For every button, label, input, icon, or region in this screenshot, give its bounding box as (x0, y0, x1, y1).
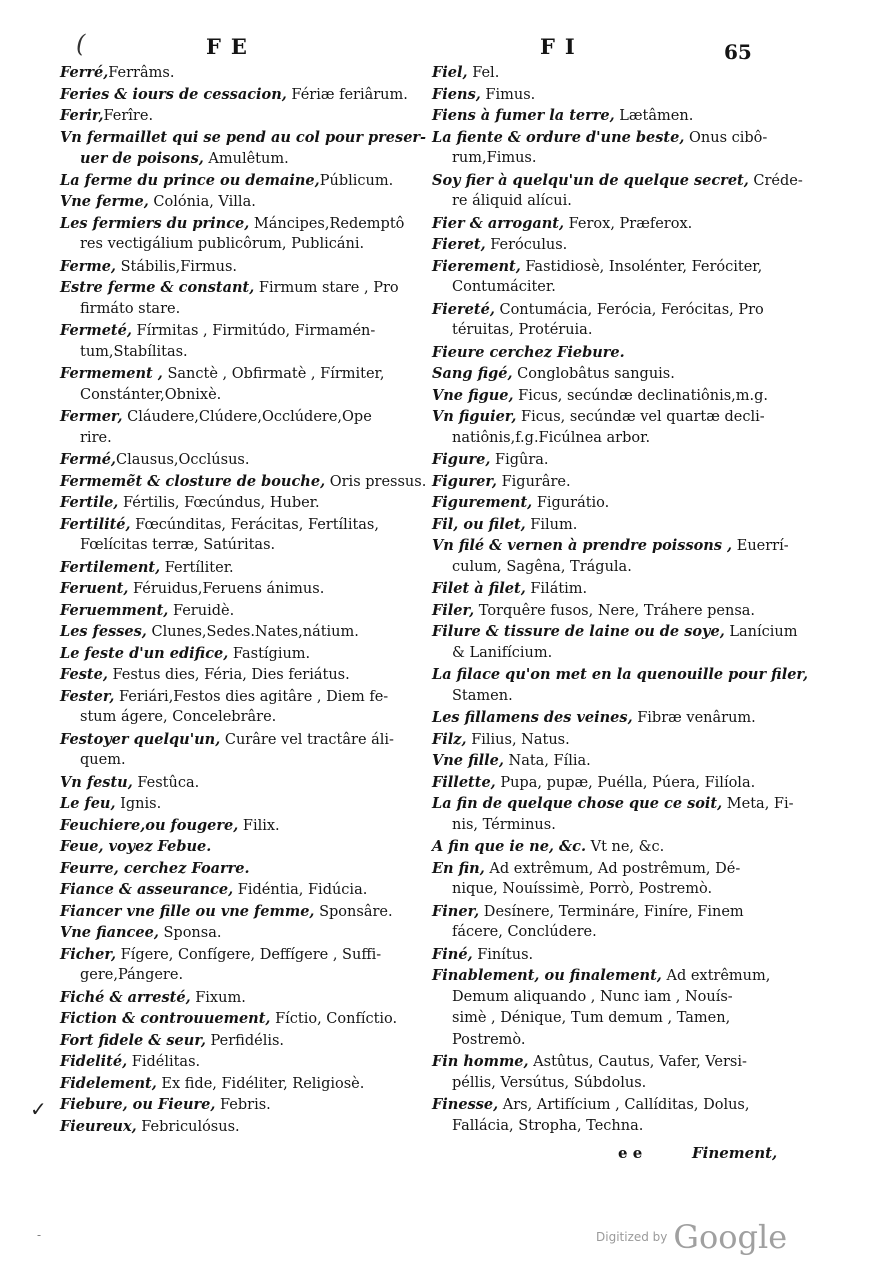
headword: Feurre, cerchez Foarre. (60, 859, 250, 877)
latin-gloss: Filum. (525, 516, 578, 533)
headword: Vn festu, (60, 773, 133, 791)
headword: Fester, (60, 687, 115, 705)
entry-line (432, 1030, 770, 1052)
headword: Vne fille, (432, 752, 504, 769)
entry-line (60, 514, 410, 536)
entry-line (432, 385, 770, 407)
headword: Feruemment, (60, 601, 169, 619)
headword: Le feu, (60, 795, 116, 812)
latin-gloss: Amulêtum. (203, 151, 289, 167)
latin-gloss: Feróculus. (485, 237, 568, 253)
headword: Fil, ou filet, (432, 515, 526, 533)
running-header-right: FI (540, 34, 585, 59)
entry-line (432, 578, 770, 600)
entry-line (432, 643, 770, 665)
latin-gloss: Cláudere,Clúdere,Occlúdere,Ope (122, 409, 372, 425)
headword: Fiebure, ou Fieure, (60, 1096, 216, 1113)
latin-gloss: res vectigálium publicôrum, Publicáni. (80, 236, 365, 252)
latin-gloss: gere,Pángere. (80, 967, 184, 983)
latin-gloss: Fœcúnditas, Ferácitas, Fertílitas, (130, 516, 379, 533)
latin-gloss: Stábilis,Firmus. (115, 258, 238, 275)
entry-line (60, 449, 410, 471)
latin-gloss: re áliquid alícui. (452, 193, 572, 209)
headword: Finablement, ou finalement, (432, 967, 662, 984)
entry-line (60, 858, 410, 880)
entry-line (60, 62, 410, 84)
right-column (432, 62, 809, 1137)
entry-line (432, 1116, 770, 1138)
entry-line (432, 535, 789, 557)
latin-gloss: Nata, Fília. (503, 753, 591, 769)
latin-gloss: Firmum stare , Pro (254, 280, 399, 296)
latin-gloss: Filátim. (525, 581, 588, 597)
headword: Fermeté, (60, 322, 132, 339)
latin-gloss: Constánter,Obnixè. (80, 386, 222, 403)
entry-line (432, 191, 770, 213)
entry-line (60, 965, 410, 987)
latin-gloss: Ad extrêmum, (661, 968, 771, 984)
entry-line (432, 471, 770, 493)
entry-line (60, 1073, 410, 1095)
latin-gloss: Figurâre. (496, 473, 571, 490)
headword: Les fermiers du prince, (60, 214, 250, 232)
left-column (60, 62, 427, 1137)
entry-line (432, 170, 803, 192)
entry-line (432, 256, 770, 278)
entry-line (432, 729, 770, 751)
entry-line (432, 557, 770, 579)
latin-gloss: Perfidélis. (205, 1032, 285, 1049)
headword: Figure, (432, 451, 491, 468)
headword: Feries & iours de cessacion, (60, 85, 287, 103)
headword: Fidelement, (60, 1074, 157, 1092)
entry-line (60, 342, 410, 364)
latin-gloss: fácere, Conclúdere. (452, 924, 597, 940)
entry-line (60, 234, 410, 256)
entry-line (60, 170, 410, 192)
latin-gloss: Desínere, Termináre, Finíre, Finem (479, 903, 744, 920)
headword: Vne ferme, (60, 193, 149, 210)
latin-gloss: tum,Stabílitas. (80, 343, 188, 360)
entry-line (60, 815, 410, 837)
entry-line (432, 772, 770, 794)
latin-gloss: Sponsâre. (314, 903, 393, 920)
catchword: Finement, (692, 1144, 778, 1162)
entry-line (432, 944, 770, 966)
latin-gloss: téruitas, Protéruia. (452, 322, 593, 338)
latin-gloss: firmáto stare. (80, 300, 181, 317)
latin-gloss: Meta, Fi- (722, 796, 794, 812)
headword: Sang figé, (432, 365, 513, 382)
latin-gloss: Feruidè. (168, 602, 235, 619)
entry-line (60, 256, 410, 278)
latin-gloss: Ad extrêmum, Ad postrêmum, Dé- (484, 860, 741, 877)
entry-line (60, 1030, 410, 1052)
latin-gloss: Stamen. (452, 687, 513, 704)
latin-gloss: Fidélitas. (127, 1054, 201, 1070)
entry-line (60, 84, 410, 106)
headword: Fin homme, (432, 1053, 529, 1070)
latin-gloss: Conglobâtus sanguis. (512, 366, 675, 382)
latin-gloss: Postremò. (452, 1031, 526, 1048)
headword: La ferme du prince ou demaine, (60, 171, 320, 189)
headword: Fiereté, (432, 300, 495, 318)
entry-line (432, 793, 794, 815)
entry-line (432, 836, 770, 858)
latin-gloss: Fertíliter. (160, 559, 234, 576)
entry-line (60, 471, 427, 493)
latin-gloss: Fixum. (190, 989, 246, 1006)
latin-gloss: simè , Dénique, Tum demum , Tamen, (452, 1010, 731, 1026)
entry-line (60, 191, 410, 213)
latin-gloss: Filix. (238, 817, 280, 834)
headword: Fiché & arresté, (60, 988, 191, 1006)
entry-line (432, 514, 770, 536)
headword: Fort fidele & seur, (60, 1031, 206, 1049)
latin-gloss: Pupa, pupæ, Puélla, Púera, Filíola. (495, 774, 756, 791)
entry-line (60, 944, 410, 966)
headword: Fidelité, (60, 1053, 128, 1070)
headword: Filz, (432, 730, 467, 748)
headword: Soy fier à quelqu'un de quelque secret, (432, 171, 749, 189)
entry-line (60, 643, 410, 665)
headword: Festoyer quelqu'un, (60, 730, 221, 748)
latin-gloss: Vt ne, &c. (586, 839, 665, 855)
headword: Figurement, (432, 494, 533, 511)
headword: Finer, (432, 902, 480, 920)
entry-line (60, 492, 410, 514)
headword: Fermé, (60, 451, 116, 468)
entry-line (432, 277, 770, 299)
entry-line (432, 621, 798, 643)
headword: Fierement, (432, 257, 521, 275)
latin-gloss: quem. (80, 752, 126, 768)
entry-line (60, 363, 410, 385)
headword: Fillette, (432, 773, 496, 791)
entry-line (432, 901, 770, 923)
latin-gloss: nique, Nouíssimè, Porrò, Postremò. (452, 881, 713, 897)
headword: Fieure cerchez Fiebure. (432, 343, 625, 361)
latin-gloss: Astûtus, Cautus, Vafer, Versi- (528, 1054, 747, 1070)
headword: Fieret, (432, 236, 486, 253)
entry-line (432, 449, 770, 471)
entry-line (60, 987, 410, 1009)
latin-gloss: Oris pressus. (325, 473, 427, 490)
entry-line (432, 1051, 770, 1073)
headword: Feuchiere,ou fougere, (60, 816, 239, 834)
headword: Vne fiancee, (60, 924, 159, 941)
headword: Ferme, (60, 257, 116, 275)
latin-gloss: Féruidus,Feruens ánimus. (128, 581, 325, 597)
latin-gloss: Públicum. (319, 172, 394, 189)
latin-gloss: Euerrí- (732, 538, 789, 554)
entry-line (60, 105, 410, 127)
latin-gloss: Sanctè , Obfirmatè , Fírmiter, (162, 366, 385, 382)
entry-line (432, 213, 770, 235)
entry-line (432, 664, 809, 686)
headword: Ferré, (60, 64, 109, 81)
entry-line (432, 148, 770, 170)
headword: La fin de quelque chose que ce soit, (432, 795, 723, 812)
entry-line (60, 729, 410, 751)
entry-line (60, 578, 410, 600)
entry-line (432, 858, 770, 880)
entry-line (60, 428, 410, 450)
latin-gloss: Ex fide, Fidéliter, Religiosè. (156, 1075, 365, 1092)
page-number: 65 (724, 40, 752, 64)
latin-gloss: Finítus. (472, 946, 534, 963)
latin-gloss: Colónia, Villa. (148, 194, 256, 210)
latin-gloss: Demum aliquando , Nunc iam , Nouís- (452, 988, 733, 1005)
entry-line (432, 342, 770, 364)
margin-dash: - (37, 1228, 42, 1242)
latin-gloss: Curâre vel tractâre áli- (220, 731, 394, 748)
headword: Fermemẽt & closture de bouche, (60, 472, 326, 490)
latin-gloss: Festus dies, Féria, Dies feriátus. (107, 667, 350, 683)
latin-gloss: rum,Fimus. (452, 150, 537, 166)
entry-line (60, 385, 410, 407)
headword: Ferir, (60, 107, 104, 124)
headword: Fertilité, (60, 515, 131, 533)
entry-line (60, 707, 410, 729)
latin-gloss: culum, Sagêna, Trágula. (452, 558, 632, 575)
headword: La fiente & ordure d'une beste, (432, 128, 685, 146)
entry-line (432, 127, 770, 149)
headword: Fiction & controuuement, (60, 1010, 271, 1027)
running-header-left: FE (206, 34, 257, 59)
headword: Feruent, (60, 580, 129, 597)
headword: Estre ferme & constant, (60, 279, 255, 296)
headword: Fiancer vne fille ou vne femme, (60, 902, 315, 920)
latin-gloss: rire. (80, 429, 112, 446)
entry-line (60, 836, 410, 858)
headword: Fier & arrogant, (432, 214, 565, 232)
entry-line (60, 772, 410, 794)
signature-mark: e e (618, 1144, 643, 1162)
entry-line (60, 557, 410, 579)
entry-line (432, 1008, 770, 1030)
latin-gloss: Fœlícitas terræ, Satúritas. (80, 537, 276, 553)
latin-gloss: péllis, Versútus, Súbdolus. (452, 1074, 647, 1091)
entry-line (432, 62, 770, 84)
latin-gloss: natiônis,f.g.Ficúlnea arbor. (452, 429, 651, 446)
headword: Finesse, (432, 1096, 499, 1113)
entry-line (432, 707, 770, 729)
latin-gloss: Ferox, Præferox. (564, 215, 693, 232)
entry-line (432, 492, 770, 514)
headword: Fieureux, (60, 1117, 137, 1135)
latin-gloss: Ficus, secúndæ declinatiônis,m.g. (513, 387, 769, 404)
latin-gloss: Créde- (748, 172, 803, 189)
latin-gloss: Ficus, secúndæ vel quartæ decli- (516, 409, 765, 425)
entry-line (60, 686, 410, 708)
entry-line (60, 535, 410, 557)
latin-gloss: Fidéntia, Fidúcia. (233, 882, 368, 898)
checkmark-icon: ✓ (30, 1097, 47, 1121)
entry-line (60, 148, 410, 170)
latin-gloss: Filius, Natus. (466, 731, 570, 748)
headword: Vn fermaillet qui se pend au col pour preser- (60, 128, 427, 146)
latin-gloss: stum ágere, Concelebrâre. (80, 709, 277, 725)
latin-gloss: Clunes,Sedes.Nates,nátium. (146, 624, 359, 640)
entry-line (60, 320, 410, 342)
entry-line (60, 1116, 410, 1138)
headword: Filet à filet, (432, 580, 526, 597)
entry-line (60, 922, 410, 944)
entry-line (432, 750, 770, 772)
entry-line (432, 1094, 770, 1116)
headword: Fiel, (432, 64, 468, 81)
headword: A fin que ie ne, &c. (432, 838, 586, 855)
latin-gloss: Torquêre fusos, Nere, Tráhere pensa. (474, 602, 756, 619)
headword: Fermer, (60, 408, 123, 425)
entry-line (432, 1073, 770, 1095)
watermark-prefix: Digitized by (596, 1230, 668, 1244)
entry-line (432, 922, 770, 944)
headword: Fiens, (432, 85, 481, 103)
headword: En fin, (432, 859, 485, 877)
latin-gloss: Contumáciter. (452, 279, 556, 295)
headword: Le feste d'un edifice, (60, 644, 229, 662)
latin-gloss: Lanícium (724, 624, 798, 640)
entry-line (60, 750, 410, 772)
latin-gloss: Sponsa. (158, 925, 222, 941)
entry-line (60, 621, 410, 643)
latin-gloss: Ferrâms. (108, 65, 175, 81)
headword: Fertilement, (60, 558, 161, 576)
latin-gloss: Clausus,Occlúsus. (115, 452, 250, 468)
latin-gloss: nis, Términus. (452, 816, 556, 833)
ink-mark: ( (76, 30, 86, 58)
entry-line (60, 213, 410, 235)
headword: Vne figue, (432, 386, 514, 404)
entry-line (432, 600, 770, 622)
latin-gloss: Feriári,Festos dies agitâre , Diem fe- (114, 688, 389, 705)
headword: Les fesses, (60, 623, 147, 640)
entry-line (432, 879, 770, 901)
entry-line (60, 299, 410, 321)
latin-gloss: Figurátio. (532, 495, 610, 511)
entry-line (60, 127, 427, 149)
latin-gloss: Ferîre. (103, 108, 154, 124)
entry-line (60, 406, 410, 428)
headword: Ficher, (60, 945, 117, 963)
headword: Fiens à fumer la terre, (432, 107, 615, 124)
headword: Fermement , (60, 365, 163, 382)
latin-gloss: Festûca. (132, 774, 200, 791)
entry-line (432, 84, 770, 106)
entry-line (432, 320, 770, 342)
latin-gloss: Fígere, Confígere, Deffígere , Suffi- (116, 946, 382, 963)
latin-gloss: Fíctio, Confíctio. (270, 1011, 398, 1027)
entry-line (60, 1051, 410, 1073)
headword: Vn filé & vernen à prendre poissons , (432, 537, 733, 554)
headword: Filer, (432, 601, 475, 619)
entry-line (432, 815, 770, 837)
headword: Vn figuier, (432, 408, 517, 425)
headword: Filure & tissure de laine ou de soye, (432, 623, 725, 640)
latin-gloss: Fimus. (480, 86, 536, 103)
entry-line (432, 105, 770, 127)
entry-line (60, 664, 410, 686)
entry-line (432, 987, 770, 1009)
latin-gloss: Onus cibô- (684, 129, 768, 146)
latin-gloss: Febriculósus. (136, 1118, 240, 1135)
latin-gloss: Fastidiosè, Insolénter, Feróciter, (520, 258, 763, 275)
entry-line (60, 600, 410, 622)
latin-gloss: Fértilis, Fœcúndus, Huber. (118, 495, 320, 511)
entry-line (60, 277, 410, 299)
headword: Figurer, (432, 472, 497, 490)
entry-line (60, 1008, 410, 1030)
headword: Fiance & asseurance, (60, 881, 234, 898)
entry-line (432, 234, 770, 256)
latin-gloss: & Lanifícium. (452, 644, 553, 661)
entry-line (432, 965, 770, 987)
latin-gloss: Fibræ venârum. (632, 710, 756, 726)
headword: Les fillamens des veines, (432, 709, 633, 726)
headword: La filace qu'on met en la quenouille pour filer, (432, 666, 809, 683)
headword: Fertile, (60, 494, 119, 511)
entry-line (60, 879, 410, 901)
latin-gloss: Febris. (215, 1097, 271, 1113)
latin-gloss: Fastígium. (228, 645, 311, 662)
headword: Feue, voyez Febue. (60, 838, 212, 855)
latin-gloss: Fallácia, Stropha, Techna. (452, 1117, 644, 1134)
latin-gloss: Lætâmen. (614, 108, 694, 124)
latin-gloss: Figûra. (490, 452, 549, 468)
entry-line (432, 299, 770, 321)
entry-line (432, 406, 770, 428)
latin-gloss: Máncipes,Redemptô (249, 215, 405, 232)
entry-line (432, 428, 770, 450)
latin-gloss: Ars, Artifícium , Callíditas, Dolus, (498, 1097, 750, 1113)
entry-line (432, 363, 770, 385)
latin-gloss: Fériæ feriârum. (286, 86, 408, 103)
latin-gloss: Contumácia, Ferócia, Ferócitas, Pro (494, 301, 764, 318)
google-logo: Google (673, 1218, 788, 1256)
headword: Feste, (60, 666, 108, 683)
digitized-watermark (596, 1218, 787, 1256)
entry-line (60, 1094, 410, 1116)
headword: uer de poisons, (80, 150, 204, 167)
headword: Finé, (432, 945, 473, 963)
latin-gloss: Ignis. (115, 796, 162, 812)
entry-line (60, 901, 410, 923)
latin-gloss: Fel. (467, 65, 500, 81)
entry-line (432, 686, 770, 708)
entry-line (60, 793, 410, 815)
latin-gloss: Fírmitas , Firmitúdo, Firmamén- (131, 323, 376, 339)
